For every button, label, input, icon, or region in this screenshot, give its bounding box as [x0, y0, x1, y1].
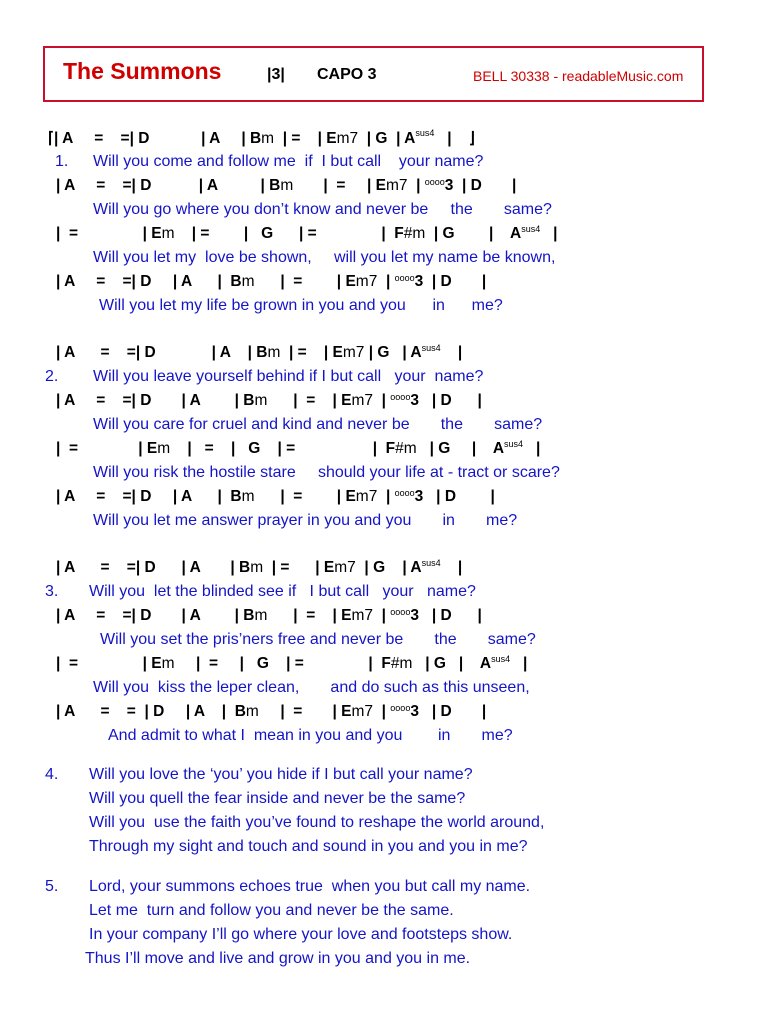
lyric-line: Let me turn and follow you and never be the same. [89, 902, 454, 919]
lyric-line: Will you let the blinded see if I but call your name? [89, 583, 476, 600]
lyric-line: Will you set the pris’ners free and never be the same? [100, 631, 536, 648]
chord-line: | = | Em | = | G | = | F#m | G | $A^{sus4}$ | [56, 224, 558, 242]
lyric-line: Will you care for cruel and kind and never be the same? [93, 416, 543, 433]
verse-number: 4. [45, 766, 59, 783]
lyric-line: Through my sight and touch and sound in you and you in me? [89, 838, 528, 855]
lyric-line: Will you kiss the leper clean, and do such as this unseen, [93, 679, 530, 696]
chord-line: | A = =| D | A | Bm | = | Em7 | $^{oooo}$3 | D | [56, 177, 517, 194]
lyric-line: Lord, your summons echoes true when you but call my name. [89, 878, 531, 895]
lyric-line: And admit to what I mean in you and you in me? [108, 727, 513, 744]
verse-number: 2. [45, 368, 59, 385]
lyric-line: Will you let me answer prayer in you and you in me? [93, 512, 518, 529]
chord-line: | A = =| D | A | Bm | = | Em7 | G | $A^{sus4}$ | [56, 558, 463, 576]
lyric-line: Will you let my life be grown in you and you in me? [99, 297, 503, 314]
lyric-line: In your company I’ll go where your love and footsteps show. [89, 926, 513, 943]
chord-line: | = | Em | = | G | = | F#m | G | $A^{sus4}$ | [56, 439, 541, 457]
chord-line: | A = =| D | A | Bm | = | Em7 | $^{oooo}$3 | D | [56, 392, 482, 409]
lyric-line: Will you love the ‘you’ you hide if I but call your name? [89, 766, 473, 783]
lyric-line: Will you quell the fear inside and never be the same? [89, 790, 466, 807]
chord-line: | A = = | D | A | Bm | = | Em7 | $^{oooo}$3 | D | [56, 703, 487, 720]
chord-line: | A = =| D | A | Bm | = | Em7 | $^{oooo}$3 | D | [56, 273, 487, 290]
source-credit: BELL 30338 - readableMusic.com [473, 68, 684, 84]
lyric-line: Will you leave yourself behind if I but call your name? [93, 368, 484, 385]
chord-line: | = | Em | = | G | = | F#m | G | $A^{sus4}$ | [56, 654, 528, 672]
chord-line: | A = =| D | A | Bm | = | Em7 | $^{oooo}$3 | D | [56, 488, 495, 505]
time-signature: |3| [267, 66, 285, 83]
lyric-line: Thus I’ll move and live and grow in you and you in me. [85, 950, 471, 967]
chord-line: ⌈| A = =| D | A | Bm | = | Em7 | G | $A^{sus4}$ | ⌋ [48, 128, 475, 147]
verse-number: 1. [55, 153, 69, 170]
lyric-line: Will you use the faith you’ve found to reshape the world around, [89, 814, 545, 831]
lyric-line: Will you risk the hostile stare should your life at - tract or scare? [93, 464, 560, 481]
chord-line: | A = =| D | A | Bm | = | Em7 | $^{oooo}$3 | D | [56, 607, 482, 624]
chord-line: | A = =| D | A | Bm | = | Em7 | G | $A^{sus4}$ | [56, 343, 463, 361]
lyric-line: Will you go where you don’t know and never be the same? [93, 201, 552, 218]
lyric-line: Will you let my love be shown, will you let my name be known, [93, 249, 556, 266]
verse-number: 5. [45, 878, 59, 895]
capo-indicator: CAPO 3 [317, 66, 377, 83]
song-title: The Summons [63, 58, 222, 84]
verse-number: 3. [45, 583, 59, 600]
lyric-line: Will you come and follow me if I but call your name? [93, 153, 484, 170]
title-box [43, 46, 704, 102]
